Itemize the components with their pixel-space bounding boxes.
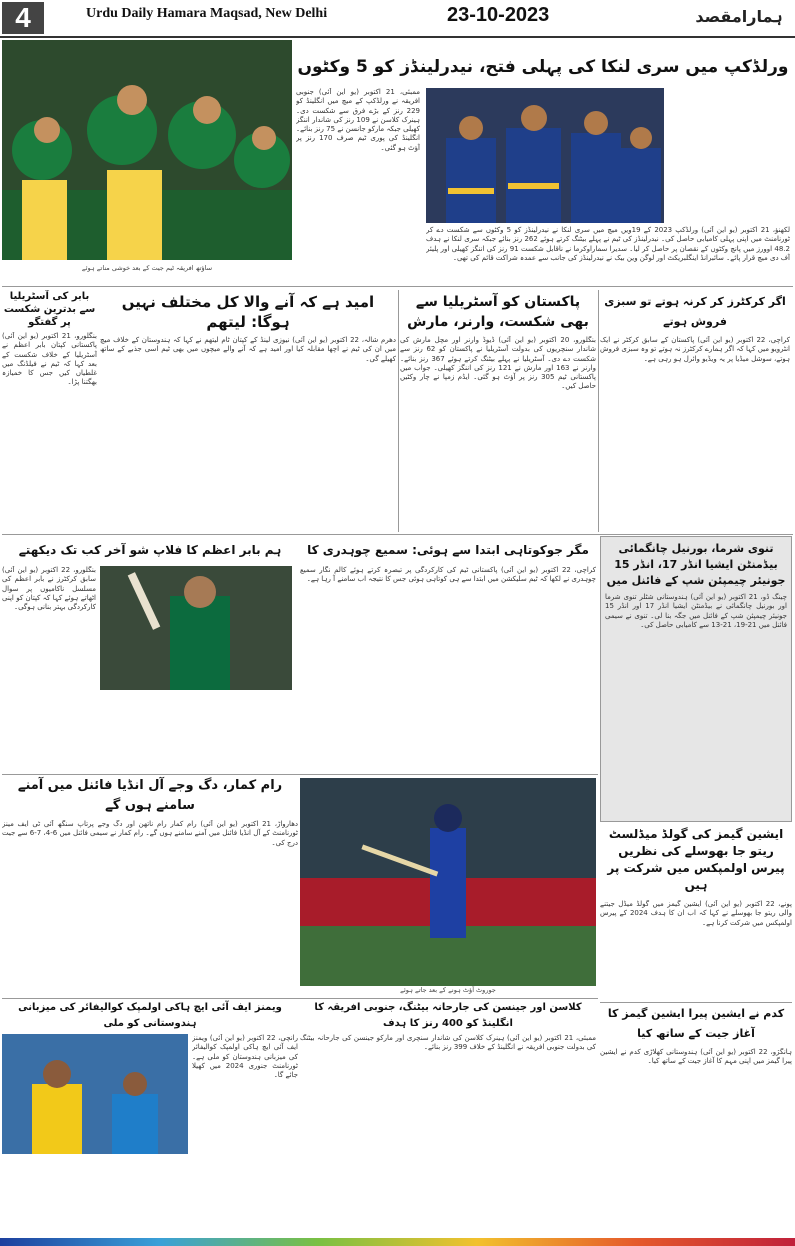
sl-win-headline: ورلڈکپ میں سری لنکا کی پہلی فتح، نیدرلینڈز کو 5 وکٹوں	[297, 57, 789, 77]
pak-aus-headline: پاکستان کو آسٹریلیا سے بھی شکست، وارنر، مارش	[407, 294, 589, 330]
newspaper-logo: ہمارامقصد	[695, 7, 783, 26]
klaasen-body: ممبئی، 21 اکتوبر (یو این آئی) ہینرک کلاسن کی شاندار سنچری اور مارکو جینسن کی جارحانہ بیٹنگ کی بدولت جنوبی افریقہ نے انگلینڈ کے خلاف 399 رنز بنائے۔	[300, 1034, 596, 1052]
asian-games-headline: ایشین گیمز کی گولڈ میڈلسٹ ریتو جا بھوسلے کی نظریں پیرس اولمپکس میں شرکت پر ہیں	[607, 827, 785, 892]
sl-team-photo	[426, 88, 664, 223]
latham-body: دھرم شالہ، 22 اکتوبر (یو این آئی) نیوزی لینڈ کے کپتان ٹام لیتھم نے کہا کہ ہندوستان کے خلاف میچ میں ان کی ٹیم نے اچھا مقابلہ کیا اور امید ہے کہ آنے والے میچوں میں بھی ٹیم اسی جذبے کے ساتھ کھیلے گی۔	[100, 336, 396, 363]
karachi-body: کراچی، 22 اکتوبر (یو این آئی) پاکستان کے سابق کرکٹر نے ایک انٹرویو میں کہا کہ اگر ہمارے کرکٹرز نہ ہوتے تو وہ سبزی فروش ہوتے، سوشل میڈیا پر یہ ویڈیو وائرل ہو رہی ہے۔	[600, 336, 790, 363]
asian-games-body: پونے، 22 اکتوبر (یو این آئی) ایشین گیمز میں گولڈ میڈل جیتنے والی ریتو جا بھوسلے نے کہا کہ اب ان کا ہدف 2024 کے پیرس اولمپکس میں شرکت کرنا ہے۔	[600, 900, 792, 927]
badminton-box	[600, 536, 792, 822]
babar-flop-headline: ہم بابر اعظم کا فلاپ شو آخر کب تک دیکھتے	[18, 543, 282, 557]
babar-small-headline: بابر کی آسٹریلیا سے بدترین شکست پر گفتگو	[3, 291, 96, 328]
color-footer-bar	[0, 1238, 795, 1246]
karachi-headline: اگر کرکٹرز کر کرنہ ہوتے تو سبزی فروش ہوتے	[604, 295, 786, 328]
hockey-headline: ویمنز ایف آئی ایچ ہاکی اولمپک کوالیفائر کی میزبانی ہندوستانی کو ملی	[18, 1002, 282, 1029]
paper-name: Urdu Daily Hamara Maqsad, New Delhi	[86, 6, 328, 21]
ram-kumar-headline: رام کمار، دگ وجے آل انڈیا فائنل میں آمنے سامنے ہوں گے	[17, 778, 283, 813]
klaasen-headline: کلاسن اور جینسن کی جارحانہ بیٹنگ، جنوبی افریقہ کا انگلینڈ کو 400 رنز کا ہدف	[314, 1002, 582, 1029]
sa-photo-caption: ساؤتھ افریقہ ٹیم جیت کے بعد خوشی مناتے ہوئے	[81, 264, 213, 272]
sa-article-body: ممبئی، 21 اکتوبر (یو این آئی) جنوبی افریقہ نے ورلڈکپ کے میچ میں انگلینڈ کو 229 رنز کے بڑے فرق سے شکست دی۔ ہینرک کلاسن نے 109 رنز کی شاندار اننگز کھیلی جبکہ مارکو جانسن نے 75 رنز بنائے۔ انگلینڈ کی پوری ٹیم صرف 170 رنز پر آؤٹ ہو گئی۔	[296, 88, 420, 152]
page-number: 4	[2, 2, 44, 34]
column-body: کراچی، 22 اکتوبر (یو این آئی) پاکستانی ٹیم کی کارکردگی پر تبصرہ کرتے ہوئے کالم نگار سمیع چوہدری نے لکھا کہ ٹیم سلیکشن میں ابتدا سے ہی کوتاہی ہوئی جس کا نتیجہ اب سامنے آ رہا ہے۔	[300, 566, 596, 584]
badminton-body: چینگ ڈو، 21 اکتوبر (یو این آئی) ہندوستانی شٹلر تنوی شرما اور بورنیل چانگمائی نے بیڈمنٹن ایشیا انڈر 17 اور انڈر 15 جونیئر چیمپئن شپ کے فائنل میں جگہ بنا لی۔ تنوی نے سیمی فائنل میں 21-19، 21-13 سے کامیابی حاصل کی۔	[605, 593, 787, 629]
hockey-body: رانچی، 22 اکتوبر (یو این آئی) ویمنز ایف آئی ایچ ہاکی اولمپک کوالیفائر کی میزبانی ہندوستان کو ملی ہے۔ ٹورنامنٹ جنوری 2024 میں کھیلا جائے گا۔	[192, 1034, 298, 1080]
stokes-photo	[300, 778, 596, 986]
stokes-caption: جوروٹ آؤٹ ہونے کے بعد جاتے ہوئے	[400, 986, 496, 994]
babar-photo	[100, 566, 292, 690]
babar-flop-body: بنگلورو، 22 اکتوبر (یو این آئی) سابق کرکٹرز نے بابر اعظم کی مسلسل ناکامیوں پر سوال اٹھاتے ہوئے کہا کہ کپتان کو اپنی کارکردگی بہتر بنانی ہوگی۔	[2, 566, 96, 612]
hockey-photo	[2, 1034, 188, 1154]
ram-kumar-body: دھارواڑ، 21 اکتوبر (یو این آئی) رام کمار رام ناتھن اور دگ وجے پرتاپ سنگھ آئی ٹی ایف مینز ٹورنامنٹ کے آل انڈیا فائنل میں آمنے سامنے ہوں گے۔ رام کمار نے سیمی فائنل میں 6-4، 7-6 سے جیت درج کی۔	[2, 820, 298, 847]
sa-team-photo	[2, 40, 292, 260]
para-asian-body: ہانگژو، 22 اکتوبر (یو این آئی) ہندوستانی کھلاڑی کدم نے ایشین پیرا گیمز میں اپنی مہم کا آغاز جیت کے ساتھ کیا۔	[600, 1048, 792, 1066]
latham-headline: امید ہے کہ آنے والا کل مختلف نہیں ہوگا: لیتھم	[121, 293, 375, 331]
column-headline: مگر جوکوتاہی ابتدا سے ہوئی: سمیع چوہدری کا	[307, 543, 589, 557]
pak-aus-body: بنگلورو، 20 اکتوبر (یو این آئی) ڈیوڈ وارنر اور مچل مارش کی شاندار سنچریوں کی بدولت آسٹریلیا نے پاکستان کو 62 رنز سے شکست دے دی۔ آسٹریلیا نے پہلے بیٹنگ کرتے ہوئے 367 رنز بنائے۔ وارنر نے 163 اور مارش نے 121 رنز کی اننگز کھیلی۔ جواب میں پاکستانی ٹیم 305 رنز پر آؤٹ ہو گئی۔ ایڈم زمپا نے چار وکٹیں حاصل کیں۔	[400, 336, 596, 391]
masthead	[0, 0, 795, 38]
para-asian-headline: کدم نے ایشین پیرا ایشین گیمز کا آغاز جیت کے ساتھ کیا	[607, 1007, 785, 1040]
sl-win-body: لکھنؤ، 21 اکتوبر (یو این آئی) ورلڈکپ 2023 کے 19ویں میچ میں سری لنکا نے نیدرلینڈز کو 5 وکٹوں سے شکست دے کر ٹورنامنٹ میں اپنی پہلی کامیابی حاصل کی۔ نیدرلینڈز کی ٹیم نے پہلے بیٹنگ کرتے ہوئے 262 رنز بنائے جبکہ سری لنکا نے ہدف 48.2 اوورز میں پانچ وکٹوں کے نقصان پر حاصل کر لیا۔ سدیرا سماراوکرما نے ناقابل شکست 91 رنز کی اننگز کھیلی اور پلیئر آف دی میچ قرار پائے۔ سائبرانڈ اینگلبریکٹ اور لوگن وین بیک نے نیدرلینڈز کی جانب سے عمدہ شراکت قائم کی تھی۔	[426, 226, 790, 262]
badminton-headline: تنوی شرما، بورنیل چانگمائی بیڈمنٹن ایشیا انڈر 17، انڈر 15 جونیئر چیمپئن شپ کے فائنل میں	[606, 542, 786, 587]
babar-small-body: بنگلورو، 21 اکتوبر (یو این آئی) پاکستانی کپتان بابر اعظم نے آسٹریلیا کے خلاف شکست کے بعد کہا کہ ٹیم نے فیلڈنگ میں غلطیاں کیں جس کا خمیازہ بھگتنا پڑا۔	[2, 332, 97, 387]
issue-date: 23-10-2023	[447, 4, 550, 26]
